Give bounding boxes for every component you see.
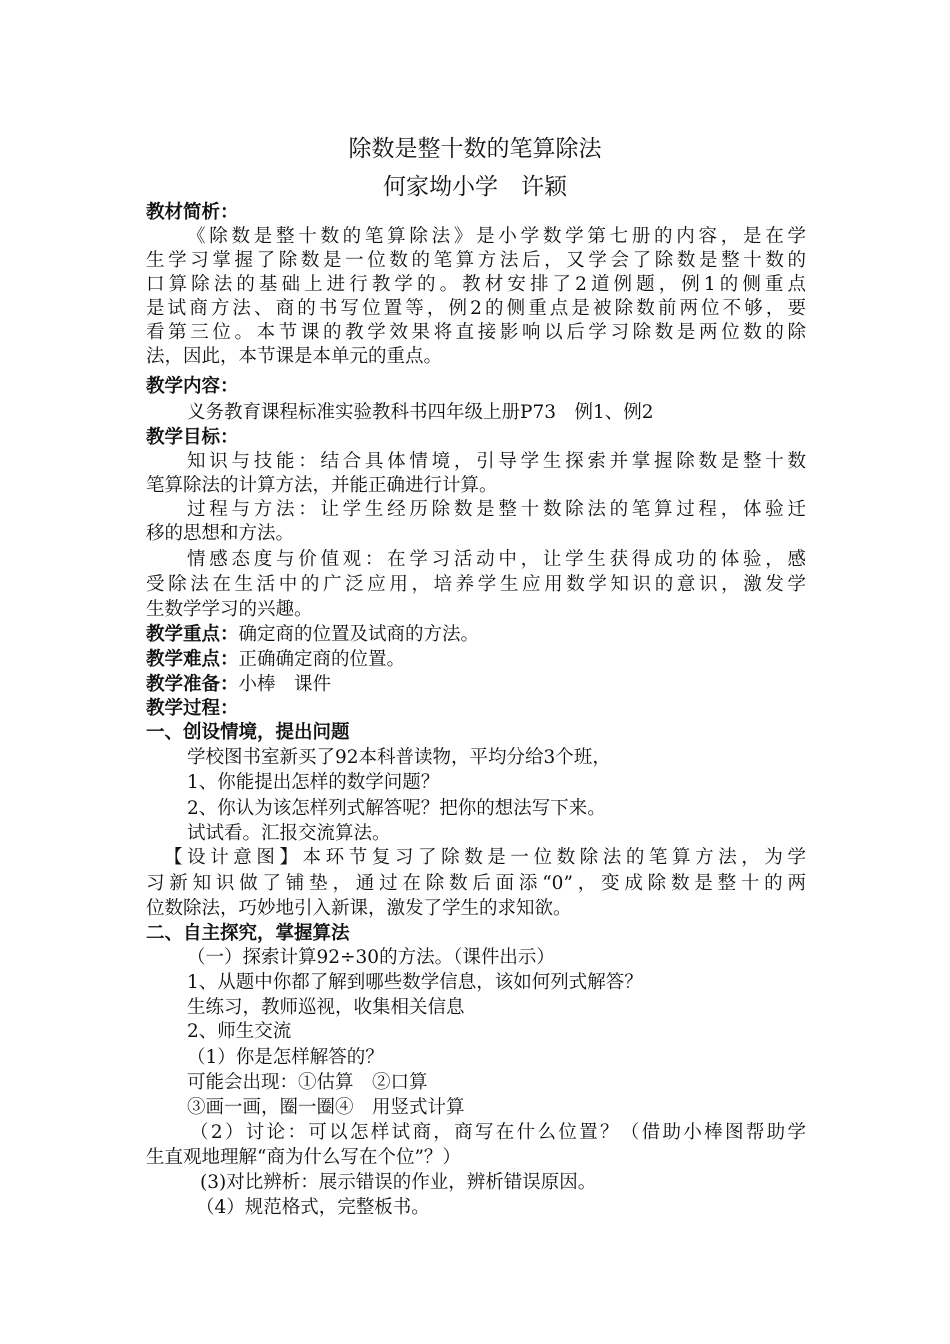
document-author: 何家坳小学 许颖 [383, 174, 567, 200]
analysis-line: 《除数是整十数的笔算除法》是小学数学第七册的内容，是在学 [187, 226, 806, 247]
content-heading: 教学内容： [146, 376, 239, 397]
part1-heading: 一、创设情境，提出问题 [146, 722, 350, 743]
part2-line: 1、从题中你都了解到哪些数学信息，该如何列式解答？ [187, 972, 643, 993]
preparation [146, 673, 806, 697]
goals-line: 生数学学习的兴趣。 [146, 599, 313, 620]
design-intent-line: 【设计意图】本环节复习了除数是一位数除法的笔算方法，为学 [164, 847, 806, 868]
part2-line: ③画一画，圈一圈④ 用竖式计算 [187, 1097, 465, 1118]
key-heading: 教学重点： [146, 624, 239, 645]
goals-line: 情感态度与价值观：在学习活动中，让学生获得成功的体验，感 [187, 549, 806, 570]
part2-line: （4）规范格式，完整板书。 [196, 1197, 430, 1218]
key-point [146, 623, 806, 647]
design-intent-line: 习新知识做了铺垫，通过在除数后面添“0”，变成除数是整十的两 [146, 873, 806, 894]
part1-line: 试试看。汇报交流算法。 [187, 823, 391, 844]
prep-text: 小棒 课件 [238, 674, 332, 695]
analysis-line: 口算除法的基础上进行教学的。教材安排了2道例题，例1的侧重点 [146, 274, 806, 295]
part2-line: （2）讨论：可以怎样试商，商写在什么位置？（借助小棒图帮助学 [190, 1122, 806, 1143]
prep-heading: 教学准备： [146, 674, 239, 695]
part1-line: 2、你认为该怎样列式解答呢？把你的想法写下来。 [187, 798, 606, 819]
analysis-heading: 教材简析： [146, 202, 239, 223]
part2-heading: 二、自主探究，掌握算法 [146, 923, 350, 944]
difficulty-point [146, 648, 806, 672]
part2-line: 生直观地理解“商为什么写在个位”？） [146, 1147, 461, 1168]
analysis-line: 是试商方法、商的书写位置等，例2的侧重点是被除数前两位不够，要 [146, 298, 806, 319]
goals-line: 受除法在生活中的广泛应用，培养学生应用数学知识的意识，激发学 [146, 574, 806, 595]
difficulty-text: 正确确定商的位置。 [238, 649, 406, 670]
part2-line: （一）探索计算92÷30的方法。（课件出示） [187, 947, 555, 968]
goals-line: 过程与方法：让学生经历除数是整十数除法的笔算过程，体验迁 [187, 499, 806, 520]
part2-line: 2、师生交流 [187, 1021, 292, 1042]
key-text: 确定商的位置及试商的方法。 [238, 624, 480, 645]
design-intent-line: 位数除法，巧妙地引入新课，激发了学生的求知欲。 [146, 898, 572, 919]
content-text: 义务教育课程标准实验教科书四年级上册P73 例1、例2 [187, 402, 654, 423]
goals-heading: 教学目标： [146, 427, 239, 448]
analysis-line: 法，因此，本节课是本单元的重点。 [146, 346, 443, 367]
part2-line: （1）你是怎样解答的？ [187, 1047, 384, 1068]
process-heading: 教学过程： [146, 698, 239, 719]
difficulty-heading: 教学难点： [146, 649, 239, 670]
part2-line: 可能会出现：①估算 ②口算 [187, 1072, 428, 1093]
analysis-line: 看第三位。本节课的教学效果将直接影响以后学习除数是两位数的除 [146, 322, 806, 343]
part1-line: 学校图书室新买了92本科普读物，平均分给3个班， [187, 747, 611, 768]
document-title: 除数是整十数的笔算除法 [348, 136, 602, 162]
goals-line: 知识与技能：结合具体情境，引导学生探索并掌握除数是整十数 [187, 451, 806, 472]
part2-line: 生练习，教师巡视，收集相关信息 [187, 997, 465, 1018]
analysis-line: 生学习掌握了除数是一位数的笔算方法后，又学会了除数是整十数的 [146, 250, 806, 271]
part2-line: (3)对比辨析：展示错误的作业，辨析错误原因。 [200, 1172, 597, 1193]
goals-line: 笔算除法的计算方法，并能正确进行计算。 [146, 475, 498, 496]
part1-line: 1、你能提出怎样的数学问题？ [187, 772, 440, 793]
goals-line: 移的思想和方法。 [146, 523, 295, 544]
